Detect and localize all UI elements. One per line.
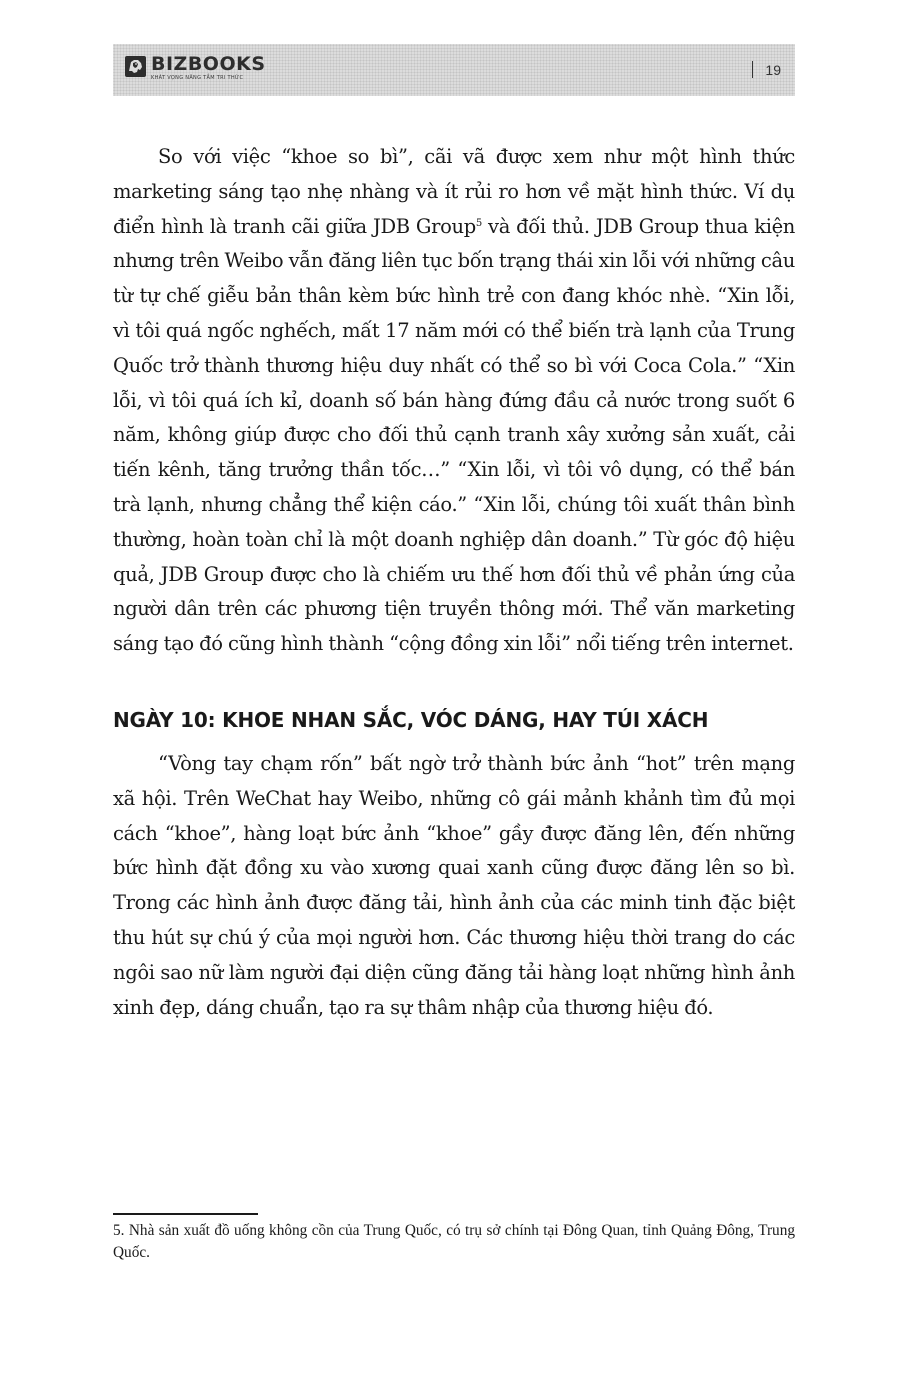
paragraph-1-text-a: So với việc “khoe so bì”, cãi vã được xem như một hình thức marketing sáng tạo nhẹ nhàng và ít rủi ro hơn về mặt hình thức. Ví dụ điển hình là tranh cãi giữa JDB Group [113,145,795,238]
footnote: 5. Nhà sản xuất đồ uống không cồn của Trung Quốc, có trụ sở chính tại Đông Quan, tỉnh Quảng Đông, Trung Quốc. [113,1222,795,1261]
logo-wordmark: BIZBOOKS [151,53,266,75]
page-number-separator [752,61,753,78]
page-number: 19 [765,61,781,78]
paragraph-1 [113,140,795,662]
paragraph-1-text-b: và đối thủ. JDB Group thua kiện nhưng trên Weibo vẫn đăng liên tục bốn trạng thái xin lỗi với những câu từ tự chế giễu bản thân kèm bức hình trẻ con đang khóc nhè. “Xin lỗi, vì tôi quá ngốc nghếch, mất 17 năm mới có thể biến trà lạnh của Trung Quốc trở thành thương hiệu duy nhất có thể so bì với Coca Cola.” “Xin lỗi, vì tôi quá ích kỉ, doanh số bán hàng đứng đầu cả nước trong suốt 6 năm, không giúp được cho đối thủ cạnh tranh xây xưởng sản xuất, cải tiến kênh, tăng trưởng thần tốc…” “Xin lỗi, vì tôi vô dụng, có thể bán trà lạnh, nhưng chẳng thể kiện cáo.” “Xin lỗi, chúng tôi xuất thân bình thường, hoàn toàn chỉ là một doanh nghiệp dân doanh.” Từ góc độ hiệu quả, JDB Group được cho là chiếm ưu thế hơn đối thủ về phản ứng của người dân trên các phương tiện truyền thông mới. Thể văn marketing sáng tạo đó cũng hình thành “cộng đồng xin lỗi” nổi tiếng trên internet. [113,214,796,656]
page-number-block [752,61,781,78]
lion-icon [125,56,146,77]
publisher-logo [125,53,266,87]
logo-tagline: KHÁT VỌNG NÂNG TẦM TRI THỨC [151,75,244,81]
footnote-divider [113,1213,258,1215]
footnote-reference: 5 [475,217,482,229]
paragraph-2: “Vòng tay chạm rốn” bất ngờ trở thành bức ảnh “hot” trên mạng xã hội. Trên WeChat hay Weibo, những cô gái mảnh khảnh tìm đủ mọi cách “khoe”, hàng loạt bức ảnh “khoe” gầy được đăng lên, đến những bức hình đặt đồng xu vào xương quai xanh cũng được đăng lên so bì. Trong các hình ảnh được đăng tải, hình ảnh của các minh tinh đặc biệt thu hút sự chú ý của mọi người hơn. Các thương hiệu thời trang do các ngôi sao nữ làm người đại diện cũng đăng tải hàng loạt những hình ảnh xinh đẹp, dáng chuẩn, tạo ra sự thâm nhập của thương hiệu đó. [113,751,795,1019]
page-body [113,140,795,1025]
section-heading: NGÀY 10: KHOE NHAN SẮC, VÓC DÁNG, HAY TÚI XÁCH [113,707,709,732]
running-header [113,44,795,96]
